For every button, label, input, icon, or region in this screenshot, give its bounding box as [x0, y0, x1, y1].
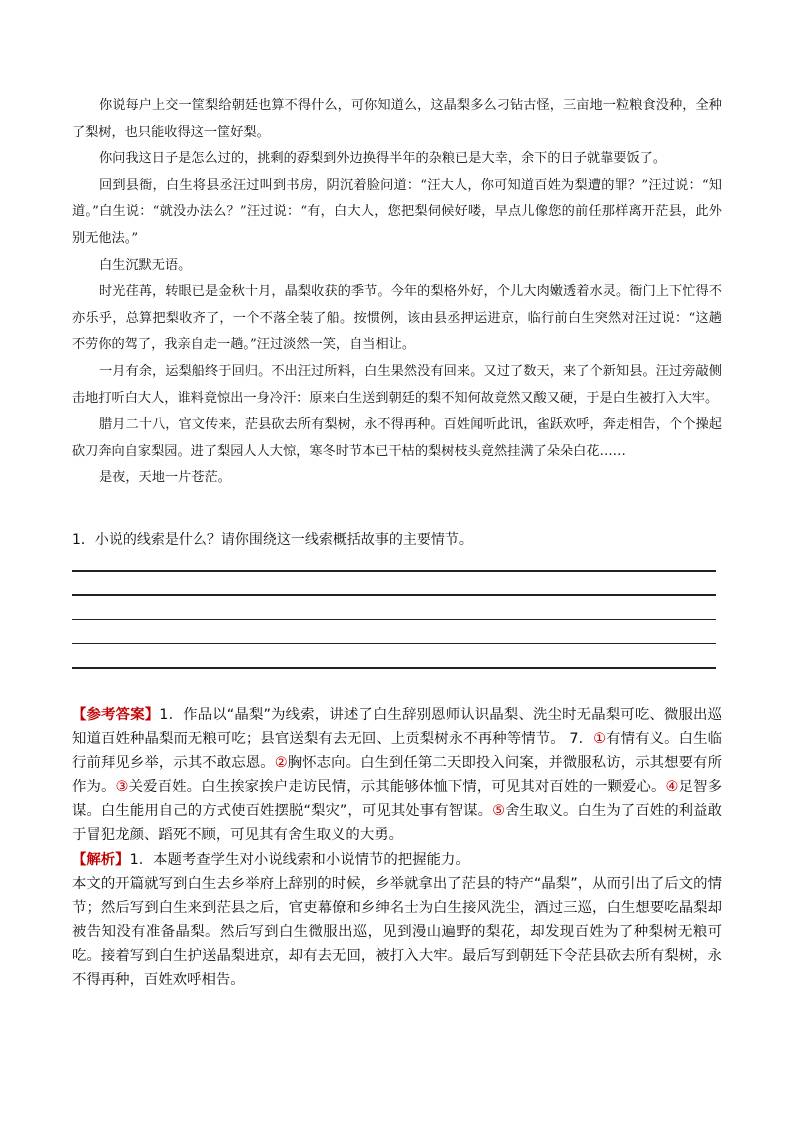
question-1: 1．小说的线索是什么？请你围绕这一线索概括故事的主要情节。 — [72, 532, 473, 548]
story-paragraph: 是夜，天地一片苍茫。 — [99, 470, 231, 486]
answer-analysis-section — [72, 703, 722, 992]
circled-number: ① — [593, 731, 607, 748]
answer-line — [72, 570, 716, 572]
story-paragraph: 你问我这日子是怎么过的，挑剩的孬梨到外边换得半年的杂粮已是大幸，余下的日子就靠要饭了。 — [99, 151, 667, 167]
reference-answer-tag: 【参考答案】 — [72, 707, 160, 723]
circled-number: ② — [274, 755, 288, 772]
answer-line — [72, 667, 716, 669]
answer-writing-lines — [72, 570, 716, 691]
story-paragraph: 白生沉默无语。 — [99, 257, 192, 273]
story-paragraph: 时光荏苒，转眼已是金秋十月，晶梨收获的季节。今年的梨格外好，个儿大肉嫩透着水灵。衙门上下忙得不亦乐乎，总算把梨收齐了，一个不落全装了船。按惯例，该由县丞押运进京，临行前白生突然对汪过说：“这趟不劳你的驾了，我亲自走一趟。”汪过淡然一笑，自当相让。 — [72, 284, 722, 353]
answer-line — [72, 619, 716, 621]
circled-number: ④ — [665, 779, 679, 796]
story-paragraph: 一月有余，运梨船终于回归。不出汪过所料，白生果然没有回来。又过了数天，来了个新知县。汪过旁敲侧击地打听白大人，谁料竟惊出一身冷汗：原来白生送到朝廷的梨不知何故竟然又酸又硬，于是白生被打入大牢。 — [72, 363, 722, 406]
analysis-body: 本文的开篇就写到白生去乡举府上辞别的时候，乡举就拿出了茫县的特产“晶梨”，从而引出了后文的情节；然后写到白生来到茫县之后，官吏幕僚和乡绅名士为白生接风洗尘，酒过三巡，白生想要吃晶梨却被告知没有准备晶梨。然后写到白生微服出巡，见到漫山遍野的梨花，却发现百姓为了种梨树无粮可吃。接着写到白生护送晶梨进京，却有去无回，被打入大牢。最后写到朝廷下令茫县砍去所有梨树，永不得再种，百姓欢呼相告。 — [72, 875, 722, 989]
story-excerpt — [72, 93, 722, 492]
story-paragraph: 腊月二十八，官文传来，茫县砍去所有梨树，永不得再种。百姓闻听此讯，雀跃欢呼，奔走相告，个个操起砍刀奔向自家梨园。进了梨园人人大惊，寒冬时节本已干枯的梨树枝头竟然挂满了朵朵白花…… — [72, 417, 722, 459]
answer-line — [72, 594, 716, 596]
circled-number: ⑤ — [492, 803, 506, 820]
answer-line — [72, 643, 716, 645]
analysis-tag: 【解析】 — [72, 851, 130, 868]
analysis-heading: 【解析】1．本题考查学生对小说线索和小说情节的把握能力。 — [72, 851, 470, 868]
story-paragraph: 你说每户上交一筐梨给朝廷也算不得什么，可你知道么，这晶梨多么刁钻古怪，三亩地一粒粮食没种，全种了梨树，也只能收得这一筐好梨。 — [72, 98, 722, 140]
circled-number: ③ — [115, 779, 129, 796]
story-paragraph: 回到县衙，白生将县丞汪过叫到书房，阴沉着脸问道：“汪大人，你可知道百姓为梨遭的罪？”汪过说：“知道。”白生说：“就没办法么？”汪过说：“有，白大人，您把梨伺候好喽，早点儿像您的前任那样离开茫县，此外别无他法。” — [72, 177, 722, 246]
reference-answer: 【参考答案】1．作品以“晶梨”为线索，讲述了白生辞别恩师认识晶梨、洗尘时无晶梨可吃、微服出巡知道百姓种晶梨而无粮可吃；县官送梨有去无回、上贡梨树永不再种等情节。 7．①有情有义。白生临行前拜见乡举，示其不敢忘恩。②胸怀志向。白生到任第二天即投入问案，并微服私访，示其想要有所作为。③关爱百姓。白生挨家挨户走访民情，示其能够体恤下情，可见其对百姓的一颗爱心。④足智多谋。白生能用自己的方式使百姓摆脱“梨灾”，可见其处事有智谋。⑤舍生取义。白生为了百姓的利益敢于冒犯龙颜、蹈死不顾，可见其有舍生取义的大勇。 — [72, 707, 723, 844]
